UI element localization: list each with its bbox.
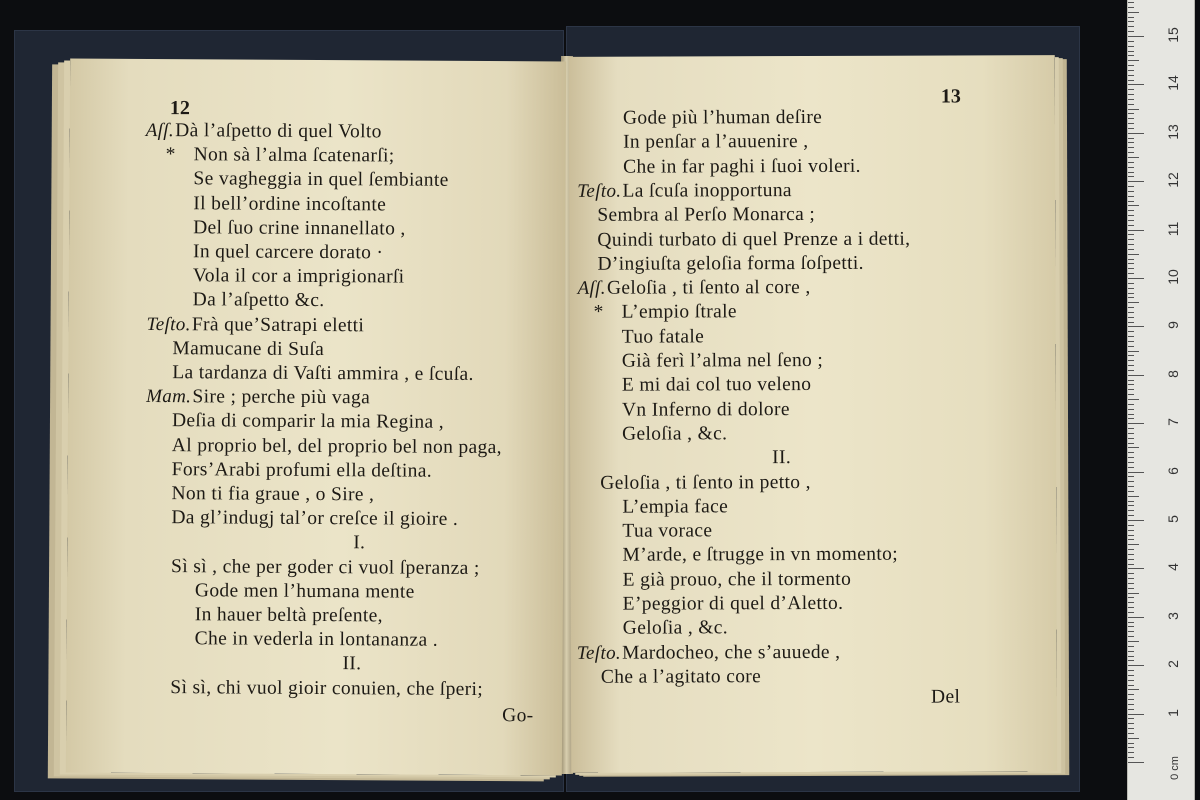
speaker-label: Aſſ. <box>577 277 606 299</box>
stanza-number: II. <box>342 653 362 675</box>
text-line: Sembra al Perſo Monarca ; <box>597 204 816 226</box>
ruler-unit-label: 0 cm <box>1169 756 1181 780</box>
ruler-tick <box>1128 113 1134 114</box>
ruler-tick <box>1128 128 1134 129</box>
ruler-tick <box>1128 196 1134 197</box>
text-line: Geloſia , ti ſento in petto , <box>600 471 811 494</box>
text-line: L’empia face <box>622 496 729 518</box>
ruler-tick <box>1128 752 1134 753</box>
ruler-tick <box>1128 273 1134 274</box>
page-number: 12 <box>169 97 190 120</box>
ruler-tick <box>1128 268 1134 269</box>
ruler-tick <box>1128 380 1134 381</box>
text-line: Mardocheo, che s’auuede , <box>622 641 841 664</box>
ruler-tick <box>1128 757 1134 758</box>
ruler-tick <box>1128 249 1134 250</box>
ruler-tick <box>1128 94 1134 95</box>
ruler-tick <box>1128 525 1134 526</box>
ruler-tick <box>1128 138 1134 139</box>
ruler-tick <box>1128 481 1134 482</box>
ruler-number: 14 <box>1165 75 1181 92</box>
text-line: D’ingiuſta geloſia forma ſoſpetti. <box>597 252 864 275</box>
ruler-tick <box>1128 544 1139 545</box>
text-line: Gode men l’humana mente <box>194 580 415 603</box>
ruler-tick <box>1128 99 1134 100</box>
text-line: Vn Inferno di dolore <box>621 398 790 421</box>
text-line: Sire ; perche più vaga <box>192 386 371 409</box>
ruler-tick <box>1128 2 1134 3</box>
ruler-tick <box>1128 215 1134 216</box>
ruler-tick <box>1128 31 1134 32</box>
text-line: Mamucane di Suſa <box>172 337 325 360</box>
text-line: La ſcuſa inopportuna <box>622 179 792 202</box>
ruler-tick <box>1128 699 1134 700</box>
ruler-number: 4 <box>1165 563 1181 572</box>
text-line: Già ferì l’alma nel ſeno ; <box>621 349 824 372</box>
ruler-tick <box>1128 568 1144 569</box>
verse-marker: * <box>593 302 604 324</box>
ruler-tick <box>1128 447 1139 448</box>
ruler-tick <box>1128 626 1134 627</box>
text-line: Che a l’agitato core <box>600 666 762 688</box>
text-line: Tuo fatale <box>621 326 705 348</box>
ruler-tick <box>1128 326 1144 327</box>
catchword: Del <box>930 686 961 708</box>
ruler-tick <box>1128 573 1134 574</box>
ruler-tick <box>1128 89 1134 90</box>
ruler-number: 1 <box>1165 708 1181 717</box>
ruler-tick <box>1128 656 1134 657</box>
ruler-tick <box>1128 694 1134 695</box>
ruler-tick <box>1128 680 1134 681</box>
ruler-tick <box>1128 685 1134 686</box>
ruler-tick <box>1128 123 1134 124</box>
speaker-label: Teſto. <box>146 313 191 335</box>
text-line: Che in vederla in lontananza . <box>194 628 439 651</box>
ruler-tick <box>1128 452 1134 453</box>
text-line: Gode più l’human deſire <box>622 106 823 129</box>
ruler-tick <box>1128 365 1134 366</box>
ruler-tick <box>1128 133 1144 134</box>
text-line: Dà l’aſpetto di quel Volto <box>175 120 382 143</box>
ruler-tick <box>1128 535 1134 536</box>
ruler-tick <box>1128 312 1134 313</box>
ruler-tick <box>1128 167 1134 168</box>
ruler-tick <box>1128 486 1134 487</box>
ruler-tick <box>1128 476 1134 477</box>
text-line: Fors’Arabi profumi ella deſtina. <box>171 458 433 482</box>
ruler-tick <box>1128 704 1134 705</box>
ruler-tick <box>1128 747 1134 748</box>
ruler-tick <box>1128 501 1134 502</box>
ruler-tick <box>1128 689 1139 690</box>
ruler-tick <box>1128 239 1134 240</box>
text-line: Da gl’indugj tal’or creſce il gioire . <box>171 507 459 531</box>
ruler-tick <box>1128 109 1139 110</box>
ruler-tick <box>1128 172 1134 173</box>
ruler-tick <box>1128 118 1134 119</box>
ruler-tick <box>1128 728 1134 729</box>
ruler-tick <box>1128 104 1134 105</box>
text-line: Vola il cor a imprigionarſi <box>192 265 405 288</box>
text-line: Sì sì, chi vuol gioir conuien, che ſperi; <box>170 676 484 700</box>
stanza-number: I. <box>353 532 366 554</box>
text-line: Geloſia , &c. <box>622 617 729 639</box>
ruler-tick <box>1128 370 1134 371</box>
ruler-tick <box>1128 510 1134 511</box>
text-line: Sì sì , che per goder ci vuol ſperanza ; <box>171 555 480 579</box>
ruler-tick <box>1128 578 1134 579</box>
ruler-tick <box>1128 46 1134 47</box>
left-page <box>66 58 566 775</box>
ruler-tick <box>1128 559 1134 560</box>
text-line: E mi dai col tuo veleno <box>621 374 812 396</box>
text-line: In hauer beltà preſente, <box>194 604 383 627</box>
ruler-tick <box>1128 21 1134 22</box>
catchword: Go- <box>502 705 534 727</box>
text-line: Se vagheggia in quel ſembiante <box>193 168 449 192</box>
ruler-tick <box>1128 714 1144 715</box>
ruler-tick <box>1128 651 1134 652</box>
ruler-tick <box>1128 472 1144 473</box>
text-line: Del ſuo crine innanellato , <box>193 217 406 240</box>
ruler-tick <box>1128 65 1134 66</box>
ruler-number: 11 <box>1165 221 1181 236</box>
ruler-number: 8 <box>1165 369 1181 378</box>
ruler-tick <box>1128 254 1139 255</box>
ruler-tick <box>1128 278 1144 279</box>
ruler-number: 3 <box>1165 611 1181 620</box>
ruler-tick <box>1128 336 1134 337</box>
ruler-tick <box>1128 597 1134 598</box>
ruler-tick <box>1128 718 1134 719</box>
ruler-tick <box>1128 564 1134 565</box>
ruler-tick <box>1128 152 1134 153</box>
ruler-tick <box>1128 660 1134 661</box>
ruler-tick <box>1128 404 1134 405</box>
ruler-tick <box>1128 607 1134 608</box>
ruler-tick <box>1128 743 1134 744</box>
ruler-tick <box>1128 549 1134 550</box>
text-line: Il bell’ordine incoſtante <box>193 192 387 216</box>
text-line: Deſia di comparir la mia Regina , <box>171 410 445 434</box>
ruler-tick <box>1128 593 1139 594</box>
ruler-tick <box>1128 723 1134 724</box>
ruler-tick <box>1128 26 1134 27</box>
ruler-tick <box>1128 588 1134 589</box>
text-line: E’peggior di quel d’Aletto. <box>622 592 844 615</box>
text-line: In quel carcere dorato · <box>192 241 384 264</box>
ruler-tick <box>1128 157 1139 158</box>
ruler-number: 5 <box>1165 515 1181 523</box>
ruler-tick <box>1128 665 1144 666</box>
ruler-tick <box>1128 297 1134 298</box>
ruler-number: 13 <box>1165 124 1181 140</box>
ruler-tick <box>1128 36 1144 37</box>
ruler-tick <box>1128 210 1134 211</box>
speaker-label: Mam. <box>146 386 192 408</box>
text-line: Al proprio bel, del proprio bel non paga, <box>171 434 502 458</box>
ruler-number: 12 <box>1165 172 1181 188</box>
ruler-number: 10 <box>1165 269 1181 285</box>
ruler-tick <box>1128 283 1134 284</box>
ruler-tick <box>1128 617 1144 618</box>
ruler-tick <box>1128 709 1134 710</box>
ruler-tick <box>1128 438 1134 439</box>
text-line: Che in far paghi i ſuoi voleri. <box>623 155 861 178</box>
ruler-tick <box>1128 186 1134 187</box>
ruler-tick <box>1128 612 1134 613</box>
ruler-tick <box>1128 670 1134 671</box>
ruler-number: 6 <box>1165 466 1181 475</box>
ruler-tick <box>1128 225 1134 226</box>
text-line: Quindi turbato di quel Prenze a i detti, <box>597 228 911 251</box>
right-page <box>569 55 1057 773</box>
text-line: Tua vorace <box>622 520 713 542</box>
ruler-tick <box>1128 351 1139 352</box>
speaker-label: Teſto. <box>576 642 622 664</box>
measurement-ruler <box>1127 0 1195 800</box>
ruler-tick <box>1128 520 1144 521</box>
ruler-tick <box>1128 462 1134 463</box>
ruler-tick <box>1128 201 1134 202</box>
ruler-tick <box>1128 293 1134 294</box>
ruler-tick <box>1128 181 1144 182</box>
ruler-tick <box>1128 205 1139 206</box>
ruler-tick <box>1128 244 1134 245</box>
ruler-tick <box>1128 84 1144 85</box>
ruler-tick <box>1128 288 1134 289</box>
ruler-tick <box>1128 263 1134 264</box>
ruler-tick <box>1128 234 1134 235</box>
ruler-tick <box>1128 70 1134 71</box>
ruler-tick <box>1128 733 1134 734</box>
speaker-label: Aſſ. <box>145 119 175 142</box>
ruler-tick <box>1128 317 1134 318</box>
ruler-tick <box>1128 515 1134 516</box>
ruler-tick <box>1128 17 1134 18</box>
ruler-tick <box>1128 162 1134 163</box>
text-line: M’arde, e ſtrugge in vn momento; <box>622 544 898 567</box>
ruler-tick <box>1128 641 1139 642</box>
ruler-tick <box>1128 491 1134 492</box>
ruler-tick <box>1128 60 1139 61</box>
ruler-tick <box>1128 457 1134 458</box>
ruler-tick <box>1128 622 1134 623</box>
ruler-number: 2 <box>1165 660 1181 669</box>
ruler-tick <box>1128 360 1134 361</box>
verse-marker: * <box>165 144 176 166</box>
ruler-tick <box>1128 7 1134 8</box>
ruler-tick <box>1128 496 1139 497</box>
ruler-tick <box>1128 80 1134 81</box>
text-line: Da l’aſpetto &c. <box>192 289 325 312</box>
ruler-tick <box>1128 394 1134 395</box>
ruler-tick <box>1128 331 1134 332</box>
ruler-number: 15 <box>1165 27 1181 43</box>
ruler-number: 9 <box>1165 321 1181 330</box>
ruler-tick <box>1128 738 1139 739</box>
ruler-tick <box>1128 467 1134 468</box>
text-line: L’empio ſtrale <box>621 301 737 324</box>
ruler-tick <box>1128 355 1134 356</box>
text-line: Geloſia , &c. <box>622 423 728 445</box>
ruler-tick <box>1128 409 1134 410</box>
ruler-tick <box>1128 631 1134 632</box>
ruler-tick <box>1128 307 1134 308</box>
text-line: E già prouo, che il tormento <box>622 568 852 591</box>
ruler-tick <box>1128 539 1134 540</box>
text-line: Non sà l’alma ſcatenarſi; <box>193 144 395 167</box>
ruler-tick <box>1128 428 1134 429</box>
ruler-tick <box>1128 389 1134 390</box>
ruler-tick <box>1128 142 1134 143</box>
ruler-tick <box>1128 554 1134 555</box>
ruler-tick <box>1128 675 1134 676</box>
ruler-tick <box>1128 646 1134 647</box>
stanza-number: II. <box>772 447 792 469</box>
ruler-tick <box>1128 41 1134 42</box>
ruler-tick <box>1128 259 1134 260</box>
ruler-tick <box>1128 418 1134 419</box>
ruler-tick <box>1128 762 1144 763</box>
text-line: Frà que’Satrapi eletti <box>191 313 365 336</box>
ruler-tick <box>1128 341 1134 342</box>
ruler-tick <box>1128 51 1134 52</box>
ruler-tick <box>1128 636 1134 637</box>
ruler-tick <box>1128 55 1134 56</box>
ruler-tick <box>1128 230 1144 231</box>
ruler-tick <box>1128 530 1134 531</box>
ruler-tick <box>1128 384 1134 385</box>
ruler-tick <box>1128 75 1134 76</box>
ruler-tick <box>1128 414 1134 415</box>
ruler-tick <box>1128 322 1134 323</box>
ruler-tick <box>1128 375 1144 376</box>
ruler-tick <box>1128 423 1144 424</box>
ruler-number: 7 <box>1165 418 1181 427</box>
ruler-tick <box>1128 176 1134 177</box>
text-line: La tardanza di Vaſti ammira , e ſcuſa. <box>172 362 474 385</box>
ruler-tick <box>1128 443 1134 444</box>
ruler-tick <box>1128 220 1134 221</box>
ruler-tick <box>1128 583 1134 584</box>
ruler-tick <box>1128 399 1139 400</box>
speaker-label: Teſto. <box>577 180 622 202</box>
ruler-tick <box>1128 346 1134 347</box>
ruler-tick <box>1128 602 1134 603</box>
ruler-tick <box>1128 433 1134 434</box>
text-line: Non ti fia graue , o Sire , <box>171 483 375 506</box>
ruler-tick <box>1128 147 1134 148</box>
ruler-tick <box>1128 191 1134 192</box>
text-line: In penſar a l’auuenire , <box>623 131 809 153</box>
ruler-tick <box>1128 12 1139 13</box>
text-line: Geloſia , ti ſento al core , <box>606 277 811 299</box>
ruler-tick <box>1128 302 1139 303</box>
ruler-tick <box>1128 505 1134 506</box>
page-number: 13 <box>940 85 961 108</box>
